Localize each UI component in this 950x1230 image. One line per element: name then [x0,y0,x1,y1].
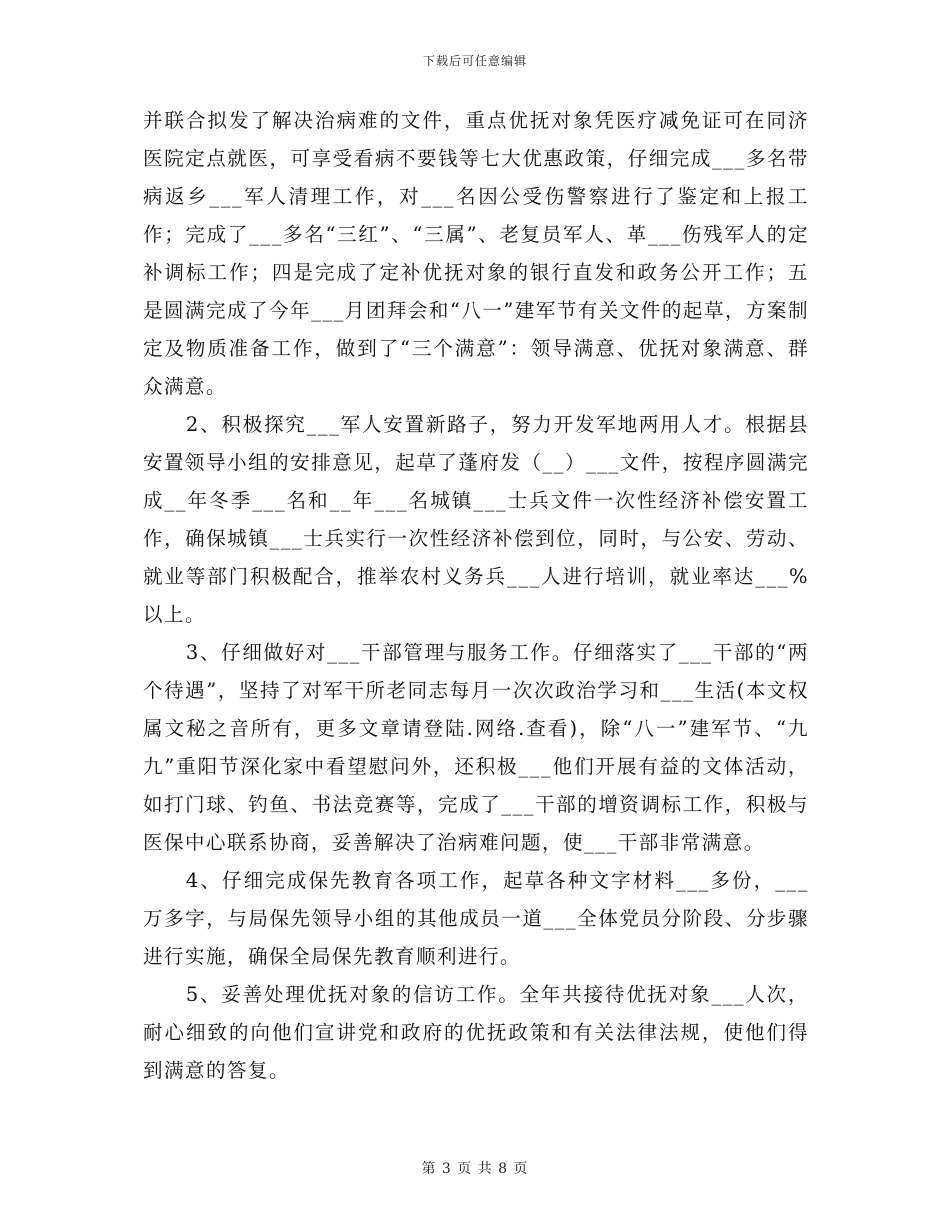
paragraph-continuation: 并联合拟发了解决治病难的文件，重点优抚对象凭医疗减免证可在同济医院定点就医，可享受看病不要钱等七大优惠政策，仔细完成___多名带病返乡___军人清理工作，对___名因公受伤警察进行了鉴定和上报工作；完成了___多名“三红”、“三属”、老复员军人、革___伤残军人的定补调标工作；四是完成了定补优抚对象的银行直发和政务公开工作；五是圆满完成了今年___月团拜会和“八一”建军节有关文件的起草，方案制定及物质准备工作，做到了“三个满意”：领导满意、优抚对象满意、群众满意。 [143,109,809,398]
paragraph-item-5: 5、妥善处理优抚对象的信访工作。全年共接待优抚对象___人次，耐心细致的向他们宣讲党和政府的优抚政策和有关法律法规，使他们得到满意的答复。 [143,983,809,1082]
paragraph-item-3: 3、仔细做好对___干部管理与服务工作。仔细落实了___干部的“两个待遇”，坚持了对军干所老同志每月一次次政治学习和___生活(本文权属文秘之音所有，更多文章请登陆.网络.查看)，除“八一”建军节、“九九”重阳节深化家中看望慰问外，还积极___他们开展有益的文体活动，如打门球、钓鱼、书法竞赛等，完成了___干部的增资调标工作，积极与医保中心联系协商，妥善解决了治病难问题，使___干部非常满意。 [143,641,809,854]
page-header: 下载后可任意编辑 [422,54,527,68]
document-body [143,102,809,1090]
page-number-footer: 第 3 页 共 8 页 [421,1161,529,1177]
paragraph-item-2: 2、积极探究___军人安置新路子，努力开发军地两用人才。根据县安置领导小组的安排意见，起草了蓬府发（__）___文件，按程序圆满完成__年冬季___名和__年___名城镇___士兵文件一次性经济补偿安置工作，确保城镇___士兵实行一次性经济补偿到位，同时，与公安、劳动、就业等部门积极配合，推举农村义务兵___人进行培训，就业率达___%以上。 [143,413,809,626]
paragraph-item-4: 4、仔细完成保先教育各项工作，起草各种文字材料___多份，___万多字，与局保先领导小组的其他成员一道___全体党员分阶段、分步骤进行实施，确保全局保先教育顺利进行。 [143,869,809,968]
